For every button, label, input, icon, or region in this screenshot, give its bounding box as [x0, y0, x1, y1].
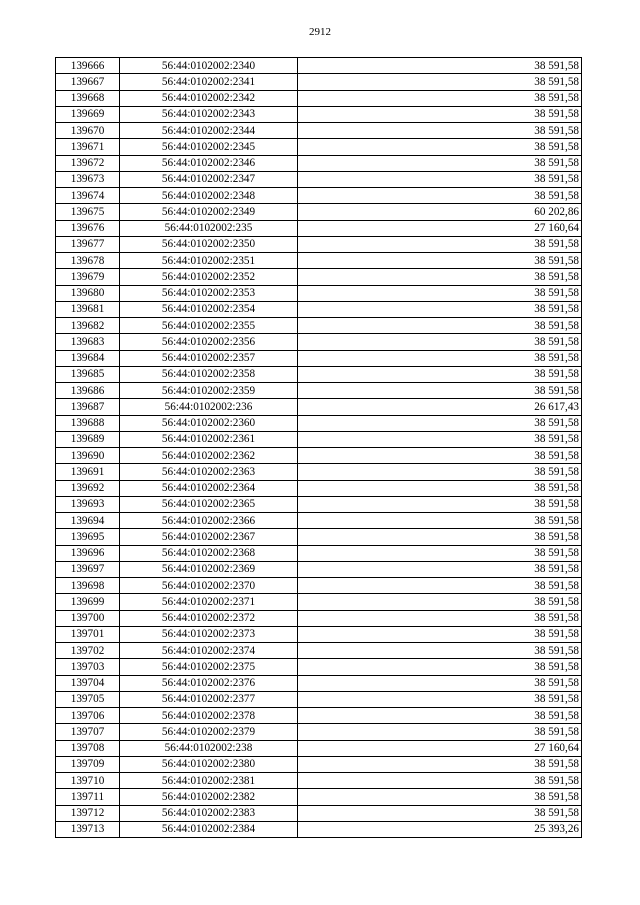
table-row — [56, 821, 582, 837]
table-row — [56, 464, 582, 480]
cadastral-number-cell: 56:44:0102002:2358 — [120, 366, 298, 382]
table-row — [56, 350, 582, 366]
row-number-cell: 139696 — [56, 545, 120, 561]
cadastral-value-cell: 38 591,58 — [298, 610, 582, 626]
cadastral-number-cell: 56:44:0102002:2359 — [120, 383, 298, 399]
cadastral-value-cell: 38 591,58 — [298, 626, 582, 642]
row-number-cell: 139678 — [56, 253, 120, 269]
table-row — [56, 301, 582, 317]
cadastral-number-cell: 56:44:0102002:2373 — [120, 626, 298, 642]
cadastral-number-cell: 56:44:0102002:2352 — [120, 269, 298, 285]
table-row — [56, 805, 582, 821]
cadastral-value-cell: 38 591,58 — [298, 805, 582, 821]
table-row — [56, 366, 582, 382]
row-number-cell: 139708 — [56, 740, 120, 756]
cadastral-value-cell: 38 591,58 — [298, 529, 582, 545]
cadastral-number-cell: 56:44:0102002:2345 — [120, 139, 298, 155]
cadastral-number-cell: 56:44:0102002:2360 — [120, 415, 298, 431]
cadastral-value-cell: 38 591,58 — [298, 350, 582, 366]
row-number-cell: 139679 — [56, 269, 120, 285]
row-number-cell: 139695 — [56, 529, 120, 545]
table-row — [56, 708, 582, 724]
row-number-cell: 139672 — [56, 155, 120, 171]
row-number-cell: 139686 — [56, 383, 120, 399]
cadastral-value-cell: 38 591,58 — [298, 334, 582, 350]
table-row — [56, 561, 582, 577]
cadastral-number-cell: 56:44:0102002:2375 — [120, 659, 298, 675]
row-number-cell: 139685 — [56, 366, 120, 382]
cadastral-value-cell: 38 591,58 — [298, 594, 582, 610]
cadastral-value-cell: 38 591,58 — [298, 171, 582, 187]
cadastral-number-cell: 56:44:0102002:2350 — [120, 236, 298, 252]
table-row — [56, 513, 582, 529]
row-number-cell: 139690 — [56, 448, 120, 464]
row-number-cell: 139693 — [56, 496, 120, 512]
cadastral-number-cell: 56:44:0102002:2368 — [120, 545, 298, 561]
cadastral-value-cell: 38 591,58 — [298, 431, 582, 447]
cadastral-value-cell: 38 591,58 — [298, 708, 582, 724]
table-row — [56, 188, 582, 204]
cadastral-number-cell: 56:44:0102002:238 — [120, 740, 298, 756]
cadastral-number-cell: 56:44:0102002:2355 — [120, 318, 298, 334]
table-row — [56, 773, 582, 789]
row-number-cell: 139681 — [56, 301, 120, 317]
cadastral-number-cell: 56:44:0102002:2353 — [120, 285, 298, 301]
cadastral-number-cell: 56:44:0102002:2347 — [120, 171, 298, 187]
cadastral-number-cell: 56:44:0102002:2366 — [120, 513, 298, 529]
row-number-cell: 139687 — [56, 399, 120, 415]
cadastral-value-cell: 38 591,58 — [298, 236, 582, 252]
cadastral-number-cell: 56:44:0102002:2343 — [120, 106, 298, 122]
row-number-cell: 139700 — [56, 610, 120, 626]
cadastral-number-cell: 56:44:0102002:2357 — [120, 350, 298, 366]
table-row — [56, 58, 582, 74]
row-number-cell: 139670 — [56, 123, 120, 139]
row-number-cell: 139689 — [56, 431, 120, 447]
cadastral-number-cell: 56:44:0102002:2340 — [120, 58, 298, 74]
row-number-cell: 139703 — [56, 659, 120, 675]
cadastral-value-cell: 38 591,58 — [298, 545, 582, 561]
cadastral-value-cell: 38 591,58 — [298, 285, 582, 301]
row-number-cell: 139694 — [56, 513, 120, 529]
cadastral-value-cell: 38 591,58 — [298, 578, 582, 594]
cadastral-value-cell: 38 591,58 — [298, 675, 582, 691]
cadastral-value-cell: 38 591,58 — [298, 480, 582, 496]
cadastral-value-cell: 38 591,58 — [298, 366, 582, 382]
cadastral-number-cell: 56:44:0102002:2382 — [120, 789, 298, 805]
row-number-cell: 139682 — [56, 318, 120, 334]
table-row — [56, 415, 582, 431]
row-number-cell: 139668 — [56, 90, 120, 106]
table-row — [56, 740, 582, 756]
row-number-cell: 139701 — [56, 626, 120, 642]
cadastral-number-cell: 56:44:0102002:2362 — [120, 448, 298, 464]
cadastral-number-cell: 56:44:0102002:236 — [120, 399, 298, 415]
cadastral-value-cell: 38 591,58 — [298, 188, 582, 204]
row-number-cell: 139706 — [56, 708, 120, 724]
cadastral-value-cell: 38 591,58 — [298, 561, 582, 577]
row-number-cell: 139675 — [56, 204, 120, 220]
row-number-cell: 139680 — [56, 285, 120, 301]
row-number-cell: 139684 — [56, 350, 120, 366]
cadastral-value-cell: 38 591,58 — [298, 464, 582, 480]
cadastral-number-cell: 56:44:0102002:2376 — [120, 675, 298, 691]
table-row — [56, 480, 582, 496]
row-number-cell: 139705 — [56, 691, 120, 707]
table-row — [56, 399, 582, 415]
row-number-cell: 139677 — [56, 236, 120, 252]
row-number-cell: 139692 — [56, 480, 120, 496]
cadastral-number-cell: 56:44:0102002:2354 — [120, 301, 298, 317]
cadastral-number-cell: 56:44:0102002:2374 — [120, 643, 298, 659]
cadastral-number-cell: 56:44:0102002:2356 — [120, 334, 298, 350]
row-number-cell: 139712 — [56, 805, 120, 821]
table-row — [56, 691, 582, 707]
cadastral-value-cell: 38 591,58 — [298, 301, 582, 317]
cadastral-value-cell: 38 591,58 — [298, 139, 582, 155]
cadastral-number-cell: 56:44:0102002:2369 — [120, 561, 298, 577]
cadastral-value-cell: 38 591,58 — [298, 496, 582, 512]
row-number-cell: 139671 — [56, 139, 120, 155]
table-row — [56, 756, 582, 772]
table-row — [56, 155, 582, 171]
cadastral-value-cell: 38 591,58 — [298, 155, 582, 171]
table-row — [56, 789, 582, 805]
cadastral-value-cell: 25 393,26 — [298, 821, 582, 837]
table-row — [56, 334, 582, 350]
table-row — [56, 90, 582, 106]
row-number-cell: 139702 — [56, 643, 120, 659]
row-number-cell: 139713 — [56, 821, 120, 837]
cadastral-number-cell: 56:44:0102002:2370 — [120, 578, 298, 594]
cadastral-value-cell: 38 591,58 — [298, 789, 582, 805]
cadastral-value-table — [55, 57, 582, 838]
table-row — [56, 431, 582, 447]
cadastral-number-cell: 56:44:0102002:2342 — [120, 90, 298, 106]
row-number-cell: 139699 — [56, 594, 120, 610]
table-row — [56, 659, 582, 675]
cadastral-number-cell: 56:44:0102002:2349 — [120, 204, 298, 220]
cadastral-number-cell: 56:44:0102002:2364 — [120, 480, 298, 496]
cadastral-number-cell: 56:44:0102002:2372 — [120, 610, 298, 626]
cadastral-value-cell: 38 591,58 — [298, 106, 582, 122]
cadastral-value-cell: 38 591,58 — [298, 659, 582, 675]
cadastral-value-cell: 38 591,58 — [298, 90, 582, 106]
row-number-cell: 139674 — [56, 188, 120, 204]
table-row — [56, 236, 582, 252]
cadastral-number-cell: 56:44:0102002:2377 — [120, 691, 298, 707]
table-row — [56, 448, 582, 464]
row-number-cell: 139673 — [56, 171, 120, 187]
table-row — [56, 529, 582, 545]
table-row — [56, 204, 582, 220]
table-row — [56, 139, 582, 155]
cadastral-number-cell: 56:44:0102002:2346 — [120, 155, 298, 171]
table-row — [56, 171, 582, 187]
table-row — [56, 724, 582, 740]
cadastral-number-cell: 56:44:0102002:2348 — [120, 188, 298, 204]
row-number-cell: 139710 — [56, 773, 120, 789]
table-row — [56, 626, 582, 642]
cadastral-value-cell: 38 591,58 — [298, 415, 582, 431]
cadastral-value-cell: 27 160,64 — [298, 220, 582, 236]
cadastral-number-cell: 56:44:0102002:2380 — [120, 756, 298, 772]
cadastral-number-cell: 56:44:0102002:2367 — [120, 529, 298, 545]
cadastral-number-cell: 56:44:0102002:2384 — [120, 821, 298, 837]
table-row — [56, 220, 582, 236]
row-number-cell: 139688 — [56, 415, 120, 431]
cadastral-number-cell: 56:44:0102002:2365 — [120, 496, 298, 512]
cadastral-value-cell: 27 160,64 — [298, 740, 582, 756]
row-number-cell: 139676 — [56, 220, 120, 236]
cadastral-value-cell: 38 591,58 — [298, 724, 582, 740]
table-row — [56, 269, 582, 285]
cadastral-number-cell: 56:44:0102002:2363 — [120, 464, 298, 480]
table-row — [56, 123, 582, 139]
row-number-cell: 139707 — [56, 724, 120, 740]
cadastral-number-cell: 56:44:0102002:2378 — [120, 708, 298, 724]
table-row — [56, 594, 582, 610]
page-number: 2912 — [309, 26, 331, 38]
cadastral-number-cell: 56:44:0102002:2361 — [120, 431, 298, 447]
cadastral-value-cell: 26 617,43 — [298, 399, 582, 415]
cadastral-number-cell: 56:44:0102002:2371 — [120, 594, 298, 610]
row-number-cell: 139667 — [56, 74, 120, 90]
cadastral-number-cell: 56:44:0102002:235 — [120, 220, 298, 236]
table-row — [56, 74, 582, 90]
table-row — [56, 383, 582, 399]
table-body — [56, 58, 582, 838]
cadastral-value-cell: 38 591,58 — [298, 691, 582, 707]
table-row — [56, 675, 582, 691]
cadastral-value-cell: 38 591,58 — [298, 318, 582, 334]
cadastral-number-cell: 56:44:0102002:2379 — [120, 724, 298, 740]
cadastral-value-cell: 38 591,58 — [298, 513, 582, 529]
table-row — [56, 253, 582, 269]
cadastral-number-cell: 56:44:0102002:2351 — [120, 253, 298, 269]
row-number-cell: 139697 — [56, 561, 120, 577]
cadastral-value-cell: 38 591,58 — [298, 383, 582, 399]
table-row — [56, 285, 582, 301]
row-number-cell: 139691 — [56, 464, 120, 480]
cadastral-value-cell: 38 591,58 — [298, 269, 582, 285]
cadastral-value-cell: 38 591,58 — [298, 773, 582, 789]
cadastral-number-cell: 56:44:0102002:2381 — [120, 773, 298, 789]
cadastral-number-cell: 56:44:0102002:2344 — [120, 123, 298, 139]
table-row — [56, 610, 582, 626]
cadastral-value-cell: 60 202,86 — [298, 204, 582, 220]
row-number-cell: 139669 — [56, 106, 120, 122]
table-row — [56, 545, 582, 561]
row-number-cell: 139698 — [56, 578, 120, 594]
row-number-cell: 139683 — [56, 334, 120, 350]
cadastral-value-cell: 38 591,58 — [298, 253, 582, 269]
cadastral-number-cell: 56:44:0102002:2341 — [120, 74, 298, 90]
row-number-cell: 139704 — [56, 675, 120, 691]
table-row — [56, 318, 582, 334]
table-row — [56, 106, 582, 122]
cadastral-value-cell: 38 591,58 — [298, 123, 582, 139]
row-number-cell: 139709 — [56, 756, 120, 772]
table-row — [56, 578, 582, 594]
cadastral-value-cell: 38 591,58 — [298, 74, 582, 90]
table-row — [56, 496, 582, 512]
cadastral-value-cell: 38 591,58 — [298, 448, 582, 464]
row-number-cell: 139711 — [56, 789, 120, 805]
table-row — [56, 643, 582, 659]
cadastral-value-cell: 38 591,58 — [298, 756, 582, 772]
cadastral-value-cell: 38 591,58 — [298, 643, 582, 659]
cadastral-value-cell: 38 591,58 — [298, 58, 582, 74]
row-number-cell: 139666 — [56, 58, 120, 74]
cadastral-number-cell: 56:44:0102002:2383 — [120, 805, 298, 821]
